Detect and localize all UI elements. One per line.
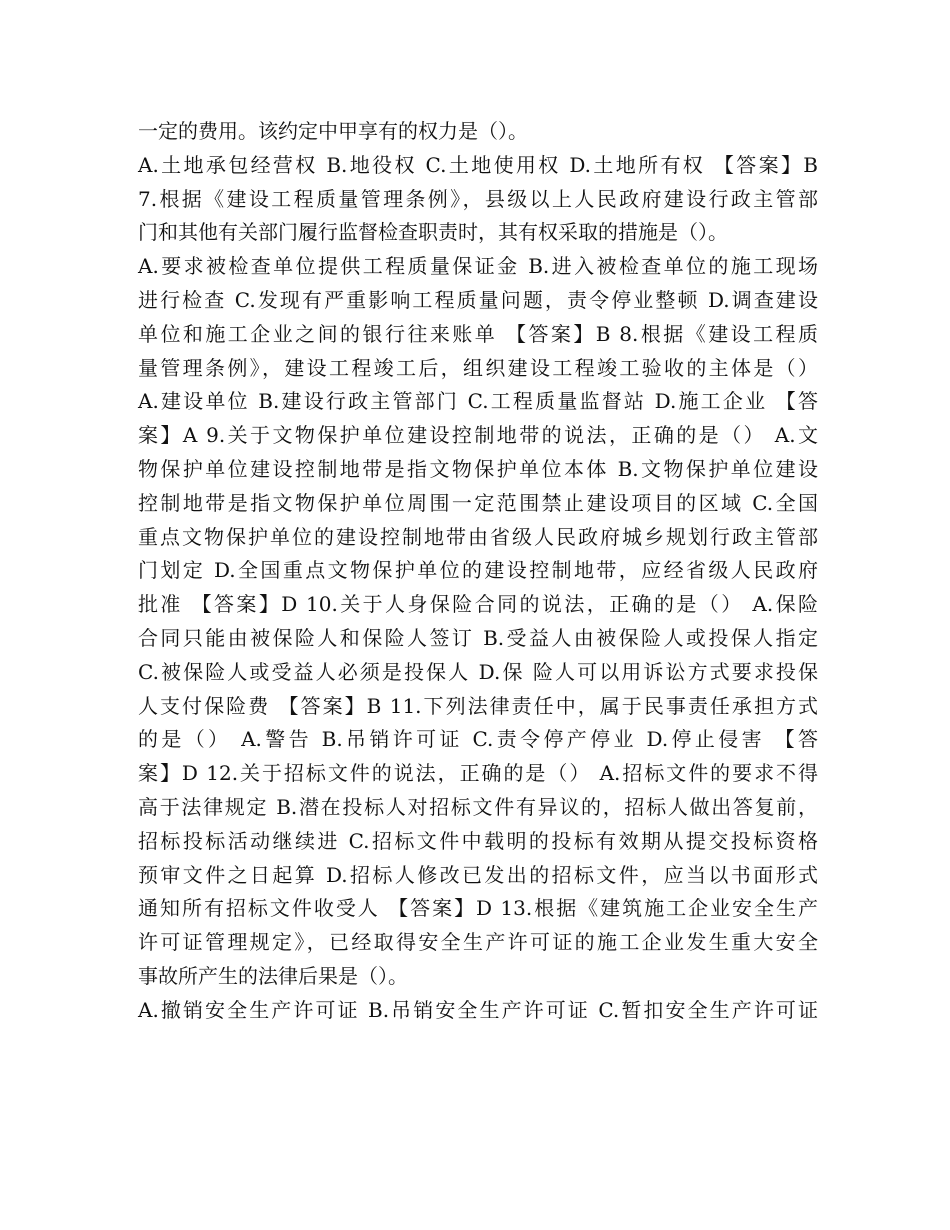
text-line: 高于法律规定 B.潜在投标人对招标文件有异议的，招标人做出答复前， — [138, 794, 818, 819]
text-line: 量管理条例》，建设工程竣工后，组织建设工程竣工验收的主体是（） — [138, 355, 818, 380]
text-line: 进行检查 C.发现有严重影响工程质量问题，责令停业整顿 D.调查建设 — [138, 287, 818, 312]
text-line: 物保护单位建设控制地带是指文物保护单位本体 B.文物保护单位建设 — [138, 456, 818, 481]
text-line: 单位和施工企业之间的银行往来账单 【答案】B 8.根据《建设工程质 — [138, 321, 818, 346]
text-line: 一定的费用。该约定中甲享有的权力是（）。 — [138, 119, 528, 143]
text-line: A.撤销安全生产许可证 B.吊销安全生产许可证 C.暂扣安全生产许可证 — [138, 997, 818, 1022]
text-line: 许可证管理规定》，已经取得安全生产许可证的施工企业发生重大安全 — [138, 930, 818, 955]
text-line: C.被保险人或受益人必须是投保人 D.保 险人可以用诉讼方式要求投保 — [138, 659, 818, 684]
text-line: A.土地承包经营权 B.地役权 C.土地使用权 D.土地所有权 【答案】B — [138, 152, 818, 177]
text-line: 事故所产生的法律后果是（）。 — [138, 963, 408, 988]
text-line: 门划定 D.全国重点文物保护单位的建设控制地带，应经省级人民政府 — [138, 558, 818, 583]
text-line: 预审文件之日起算 D.招标人修改已发出的招标文件，应当以书面形式 — [138, 862, 818, 887]
text-line: 合同只能由被保险人和保险人签订 B.受益人由被保险人或投保人指定 — [138, 625, 818, 650]
document-body — [138, 115, 818, 1028]
text-line: 招标投标活动继续进 C.招标文件中载明的投标有效期从提交投标资格 — [138, 828, 818, 853]
text-line: 批准 【答案】D 10.关于人身保险合同的说法，正确的是（） A.保险 — [138, 592, 818, 617]
text-line: 案】D 12.关于招标文件的说法，正确的是（） A.招标文件的要求不得 — [138, 761, 818, 786]
text-line: A.要求被检查单位提供工程质量保证金 B.进入被检查单位的施工现场 — [138, 254, 818, 279]
text-line: 的是（） A.警告 B.吊销许可证 C.责令停产停业 D.停止侵害 【答 — [138, 727, 818, 752]
text-line: 7.根据《建设工程质量管理条例》，县级以上人民政府建设行政主管部 — [138, 186, 818, 211]
text-line: 通知所有招标文件收受人 【答案】D 13.根据《建筑施工企业安全生产 — [138, 896, 818, 921]
text-line: 案】A 9.关于文物保护单位建设控制地带的说法，正确的是（） A.文 — [138, 423, 818, 448]
text-line: A.建设单位 B.建设行政主管部门 C.工程质量监督站 D.施工企业 【答 — [138, 389, 818, 414]
text-line: 人支付保险费 【答案】B 11.下列法律责任中，属于民事责任承担方式 — [138, 693, 818, 718]
text-line: 门和其他有关部门履行监督检查职责时，其有权采取的措施是（）。 — [138, 220, 728, 245]
text-line: 控制地带是指文物保护单位周围一定范围禁止建设项目的区域 C.全国 — [138, 490, 818, 515]
text-line: 重点文物保护单位的建设控制地带由省级人民政府城乡规划行政主管部 — [138, 524, 818, 549]
